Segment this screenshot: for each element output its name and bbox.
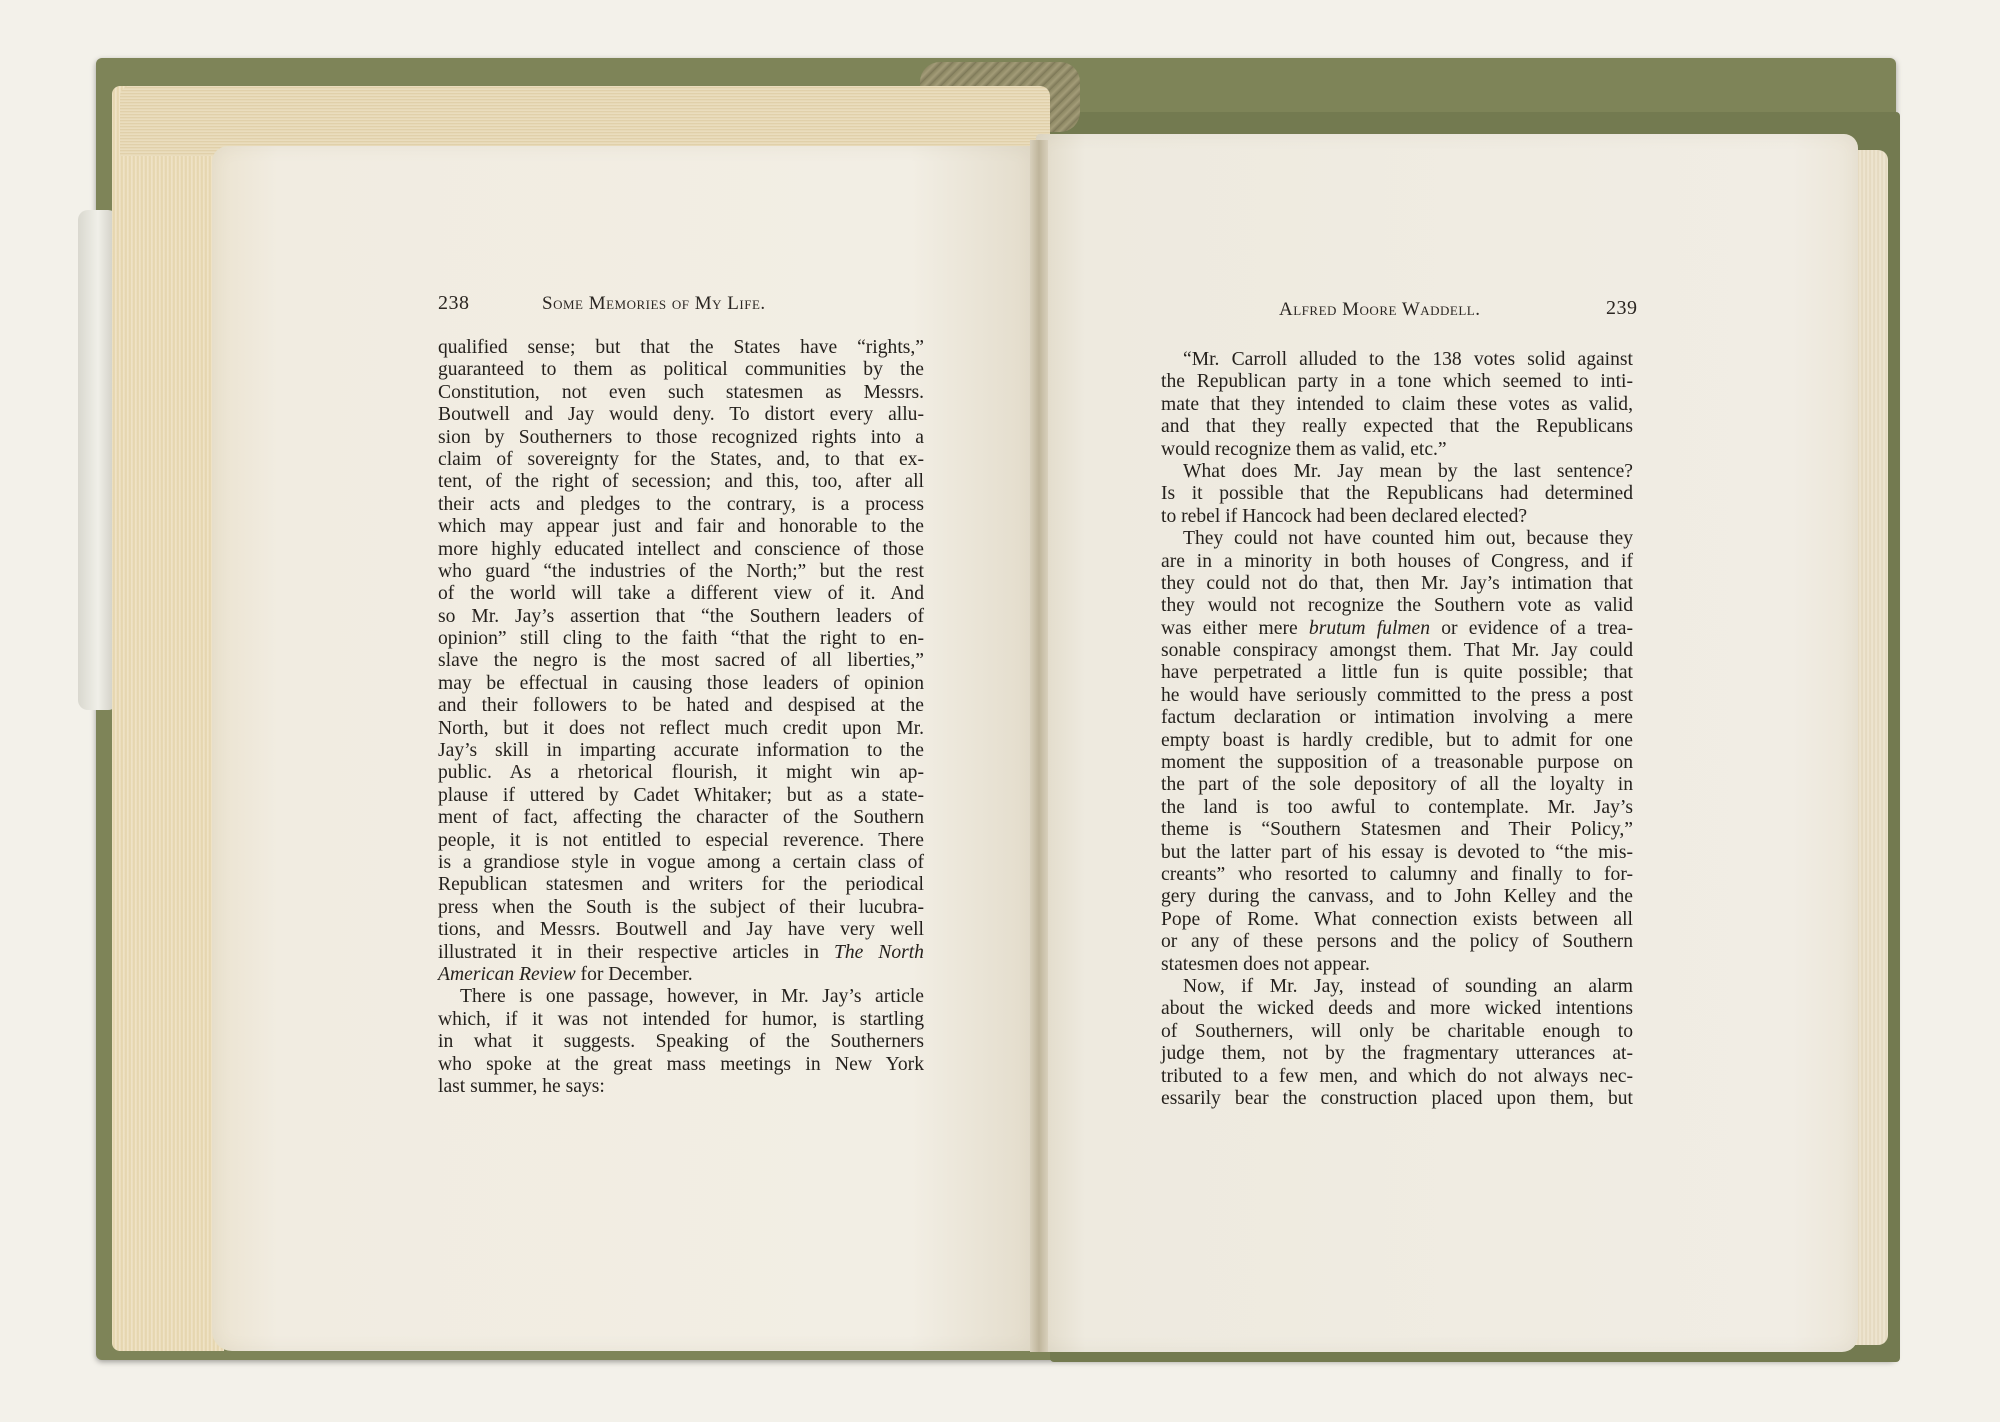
text-line: who spoke at the great mass meetings in New York	[438, 1053, 924, 1075]
text-line: of the world will take a different view of it. And	[438, 583, 924, 605]
text-line: “Mr. Carroll alluded to the 138 votes solid against	[1183, 349, 1633, 370]
text-line: tributed to a few men, and which do not always nec-	[1161, 1065, 1633, 1087]
text-line: factum declaration or intimation involving a mere	[1161, 707, 1633, 729]
text-line: their acts and pledges to the contrary, is a process	[438, 493, 924, 515]
text-line: What does Mr. Jay mean by the last sentence?	[1183, 460, 1633, 482]
text-line: public. As a rhetorical flourish, it might win ap-	[438, 762, 924, 784]
text-line: tent, of the right of secession; and this, too, after all	[438, 471, 924, 493]
text-line: he would have seriously committed to the press a post	[1161, 684, 1633, 706]
text-line: are in a minority in both houses of Congress, and if	[1161, 550, 1633, 572]
text-line: they would not recognize the Southern vote as valid	[1161, 595, 1633, 617]
text-line: Jay’s skill in imparting accurate information to the	[438, 740, 924, 762]
text-line: Republican statesmen and writers for the periodical	[438, 874, 924, 896]
text-line: and their followers to be hated and despised at the	[438, 695, 924, 717]
text-line: of Southerners, will only be charitable enough to	[1161, 1020, 1633, 1042]
text-line: the Republican party in a tone which seemed to inti-	[1161, 371, 1633, 393]
right-paragraph-1	[1161, 349, 1633, 461]
text-line: Pope of Rome. What connection exists between all	[1161, 908, 1633, 930]
left-paragraph-2	[438, 986, 924, 1098]
text-line: tions, and Messrs. Boutwell and Jay have very well	[438, 919, 924, 941]
right-running-head: Alfred Moore Waddell.	[1279, 299, 1481, 320]
text-line: is a grandiose style in vogue among a certain class of	[438, 851, 924, 873]
text-line: Is it possible that the Republicans had determined	[1161, 483, 1633, 505]
left-page-body	[438, 337, 924, 1098]
text-line: more highly educated intellect and conscience of those	[438, 538, 924, 560]
right-page-body	[1161, 349, 1633, 1110]
text-line: Constitution, not even such statesmen as Messrs.	[438, 381, 924, 403]
text-line: empty boast is hardly credible, but to admit for one	[1161, 729, 1633, 751]
text-line: creants” who resorted to calumny and finally to for-	[1161, 863, 1633, 885]
text-line: people, it is not entitled to especial reverence. There	[438, 829, 924, 851]
text-line: mate that they intended to claim these votes as valid,	[1161, 393, 1633, 415]
left-italic-tail-lead: American Review	[438, 963, 576, 985]
text-line: who guard “the industries of the North;” but the rest	[438, 560, 924, 582]
left-paragraph-1-line	[438, 964, 924, 986]
text-line: the part of the sole depository of all the loyalty in	[1161, 774, 1633, 796]
italic-run: brutum fulmen	[1308, 617, 1431, 639]
text-line: ment of fact, affecting the character of the Southern	[438, 807, 924, 829]
text-line: which, if it was not intended for humor, is startling	[438, 1008, 924, 1030]
left-paragraph-1	[438, 337, 924, 964]
text-line: and that they really expected that the Republicans	[1161, 416, 1633, 438]
text-line: would recognize them as valid, etc.”	[1161, 438, 1447, 460]
text-line: Now, if Mr. Jay, instead of sounding an alarm	[1183, 975, 1633, 997]
book-gutter	[1030, 140, 1048, 1352]
text-line: last summer, he says:	[438, 1075, 605, 1097]
text-line: opinion” still cling to the faith “that the right to en-	[438, 628, 924, 650]
left-page-number: 238	[438, 292, 470, 314]
text-run: for December.	[575, 963, 693, 985]
text-line: in what it suggests. Speaking of the Southerners	[438, 1031, 924, 1053]
text-line: so Mr. Jay’s assertion that “the Southern leaders of	[438, 605, 924, 627]
text-line: sonable conspiracy amongst them. That Mr. Jay could	[1161, 640, 1633, 662]
text-line: gery during the canvass, and to John Kelley and the	[1161, 886, 1633, 908]
text-line: or any of these persons and the policy of Southern	[1161, 931, 1633, 953]
text-line: the land is too awful to contemplate. Mr. Jay’s	[1161, 796, 1633, 818]
text-line	[438, 942, 924, 964]
text-line	[1161, 618, 1633, 640]
text-line: They could not have counted him out, because they	[1183, 528, 1633, 550]
text-run: or evidence of a trea-	[1430, 617, 1633, 639]
text-line: which may appear just and fair and honorable to the	[438, 516, 924, 538]
text-line: to rebel if Hancock had been declared elected?	[1161, 505, 1528, 527]
text-line: qualified sense; but that the States have “rights,”	[438, 337, 924, 358]
left-running-head: Some Memories of My Life.	[542, 293, 766, 314]
text-line: statesmen does not appear.	[1161, 953, 1370, 975]
right-page-number: 239	[1606, 297, 1638, 319]
text-line: essarily bear the construction placed upon them, but	[1161, 1087, 1633, 1109]
italic-run: The North	[833, 941, 924, 963]
right-paragraph-4	[1161, 976, 1633, 1110]
right-paragraph-2	[1161, 461, 1633, 528]
text-line: There is one passage, however, in Mr. Jay’s article	[460, 986, 924, 1008]
text-line: but the latter part of his essay is devoted to “the mis-	[1161, 841, 1633, 863]
text-line: North, but it does not reflect much credit upon Mr.	[438, 717, 924, 739]
text-line: judge them, not by the fragmentary utterances at-	[1161, 1043, 1633, 1065]
text-run: illustrated it in their respective articles in	[438, 941, 834, 963]
text-line: plause if uttered by Cadet Whitaker; but as a state-	[438, 784, 924, 806]
text-line: moment the supposition of a treasonable purpose on	[1161, 752, 1633, 774]
text-line: press when the South is the subject of their lucubra-	[438, 896, 924, 918]
text-line: have perpetrated a little fun is quite possible; that	[1161, 662, 1633, 684]
text-line: slave the negro is the most sacred of all liberties,”	[438, 650, 924, 672]
text-line: theme is “Southern Statesmen and Their Policy,”	[1161, 819, 1633, 841]
text-line: they could not do that, then Mr. Jay’s intimation that	[1161, 572, 1633, 594]
right-paragraph-3	[1161, 528, 1633, 976]
text-line: Boutwell and Jay would deny. To distort every allu-	[438, 404, 924, 426]
page-edges-left	[112, 86, 224, 1351]
text-line: sion by Southerners to those recognized rights into a	[438, 426, 924, 448]
text-line: may be effectual in causing those leaders of opinion	[438, 672, 924, 694]
text-run: was either mere	[1161, 617, 1309, 639]
text-line: claim of sovereignty for the States, and, to that ex-	[438, 448, 924, 470]
text-line: guaranteed to them as political communities by the	[438, 359, 924, 381]
text-line: about the wicked deeds and more wicked intentions	[1161, 998, 1633, 1020]
